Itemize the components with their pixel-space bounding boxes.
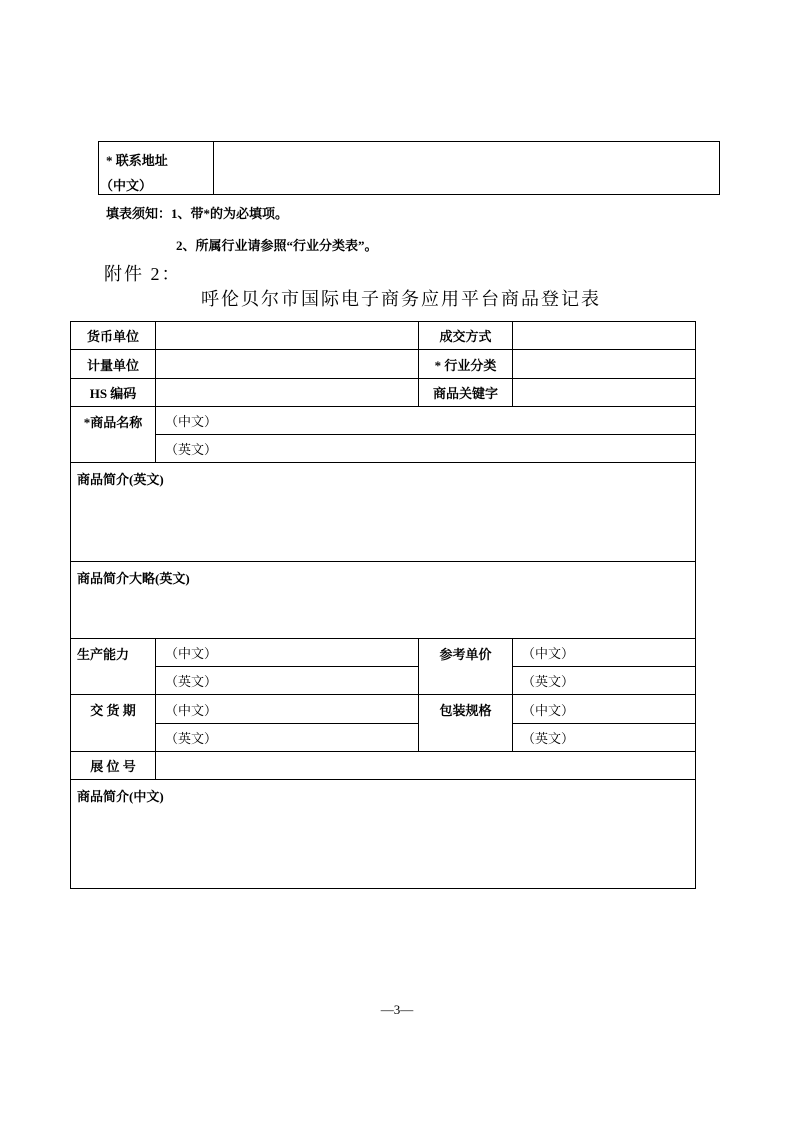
price-en-cell: （英文） [513,667,696,695]
delivery-cn-cell: （中文） [156,695,419,724]
hs-code-label: HS 编码 [71,379,156,407]
booth-label: 展 位 号 [71,752,156,780]
contact-address-table [98,141,720,195]
form-title: 呼伦贝尔市国际电子商务应用平台商品登记表 [201,289,601,309]
trade-mode-label: 成交方式 [419,322,513,350]
unit-label: 计量单位 [71,350,156,379]
summary-en-label: 商品简介大略(英文) [77,571,190,586]
attachment-heading: 附件 2： [104,264,182,284]
delivery-en-cell: （英文） [156,724,419,752]
currency-value-cell [156,322,419,350]
price-cn-cell: （中文） [513,639,696,667]
trade-mode-value-cell [513,322,696,350]
booth-value-cell [156,752,696,780]
intro-en-cell [71,463,696,562]
industry-label: * 行业分类 [419,350,513,379]
price-label: 参考单价 [419,639,513,695]
hs-code-value-cell [156,379,419,407]
packaging-cn-cell: （中文） [513,695,696,724]
product-name-cn-cell: （中文） [156,407,696,435]
contact-address-label: * 联系地址 [106,153,168,168]
capacity-en-cell: （英文） [156,667,419,695]
capacity-label: 生产能力 [71,639,156,695]
unit-value-cell [156,350,419,379]
packaging-label: 包装规格 [419,695,513,752]
page-number: —3— [380,1002,414,1017]
contact-address-label-cell [99,142,214,194]
intro-cn-label: 商品简介(中文) [77,789,164,804]
product-name-en-cell: （英文） [156,435,696,463]
intro-cn-cell [71,780,696,889]
currency-label: 货币单位 [71,322,156,350]
capacity-cn-cell: （中文） [156,639,419,667]
product-registration-table [70,321,696,889]
intro-en-label: 商品简介(英文) [77,472,164,487]
form-instructions-line-1: 填表须知：1、带*的为必填项。 [106,206,289,221]
delivery-label: 交 货 期 [71,695,156,752]
industry-value-cell [513,350,696,379]
packaging-en-cell: （英文） [513,724,696,752]
contact-address-language-label: （中文） [100,178,153,193]
contact-address-value-cell [214,142,719,194]
summary-en-cell [71,562,696,639]
keyword-value-cell [513,379,696,407]
form-instructions-line-2: 2、所属行业请参照“行业分类表”。 [176,238,378,253]
keyword-label: 商品关键字 [419,379,513,407]
product-name-label: *商品名称 [71,407,156,463]
